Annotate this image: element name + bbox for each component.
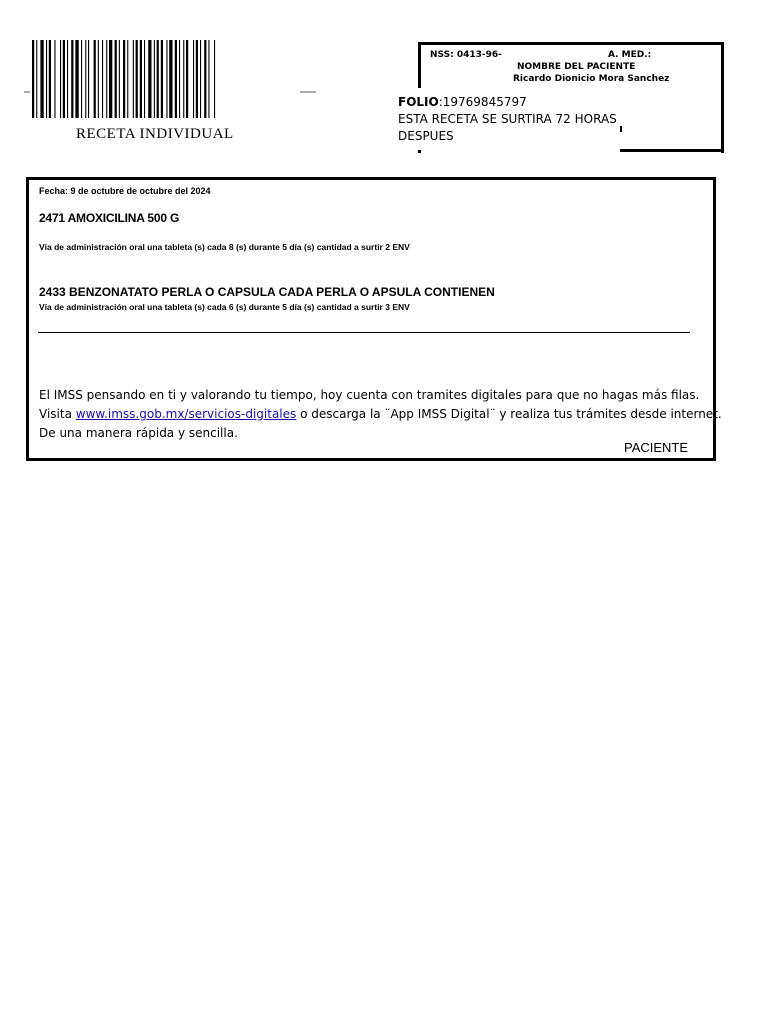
medication-instructions: Vía de administración oral una tableta (s) cada 8 (s) durante 5 día (s) cantidad a surtir 2 ENV bbox=[39, 242, 410, 252]
imss-info bbox=[39, 386, 722, 443]
nss-label: NSS: 0413-96- bbox=[430, 50, 502, 60]
patient-box-border bbox=[620, 149, 721, 152]
a-med-label: A. MED.: bbox=[608, 50, 652, 60]
medication-instructions: Vía de administración oral una tableta (s) cada 6 (s) durante 5 día (s) cantidad a surtir 3 ENV bbox=[39, 302, 410, 312]
box-tick bbox=[620, 126, 622, 132]
folio-value: :19769845797 bbox=[438, 95, 527, 109]
imss-digital-services-link[interactable]: www.imss.gob.mx/servicios-digitales bbox=[75, 407, 297, 421]
info-line-3: De una manera rápida y sencilla. bbox=[39, 426, 238, 440]
barcode bbox=[24, 40, 316, 120]
info-line-2 bbox=[39, 405, 722, 424]
folio-label: FOLIO bbox=[398, 95, 439, 109]
info-visit-text: Visita bbox=[39, 407, 76, 421]
info-download-text: o descarga la ¨App IMSS Digital¨ y realiza tus trámites desde internet. bbox=[296, 407, 722, 421]
info-line-1: El IMSS pensando en ti y valorando tu tiempo, hoy cuenta con tramites digitales para que no hagas más filas. bbox=[39, 388, 700, 402]
recipe-title: RECETA INDIVIDUAL bbox=[76, 126, 234, 142]
divider bbox=[38, 332, 690, 333]
folio-line bbox=[398, 94, 620, 111]
patient-name-label: NOMBRE DEL PACIENTE bbox=[517, 62, 636, 72]
medication-name: 2433 BENZONATATO PERLA O CAPSULA CADA PERLA O APSULA CONTIENEN bbox=[39, 285, 495, 299]
folio-section bbox=[398, 88, 620, 150]
copy-label: PACIENTE bbox=[624, 440, 689, 455]
prescription-date: Fecha: 9 de octubre de octubre del 2024 bbox=[39, 186, 211, 196]
patient-name: Ricardo Dionicio Mora Sanchez bbox=[513, 74, 670, 84]
medication-name: 2471 AMOXICILINA 500 G bbox=[39, 211, 180, 225]
dispense-notice: ESTA RECETA SE SURTIRA 72 HORAS DESPUES bbox=[398, 112, 617, 143]
